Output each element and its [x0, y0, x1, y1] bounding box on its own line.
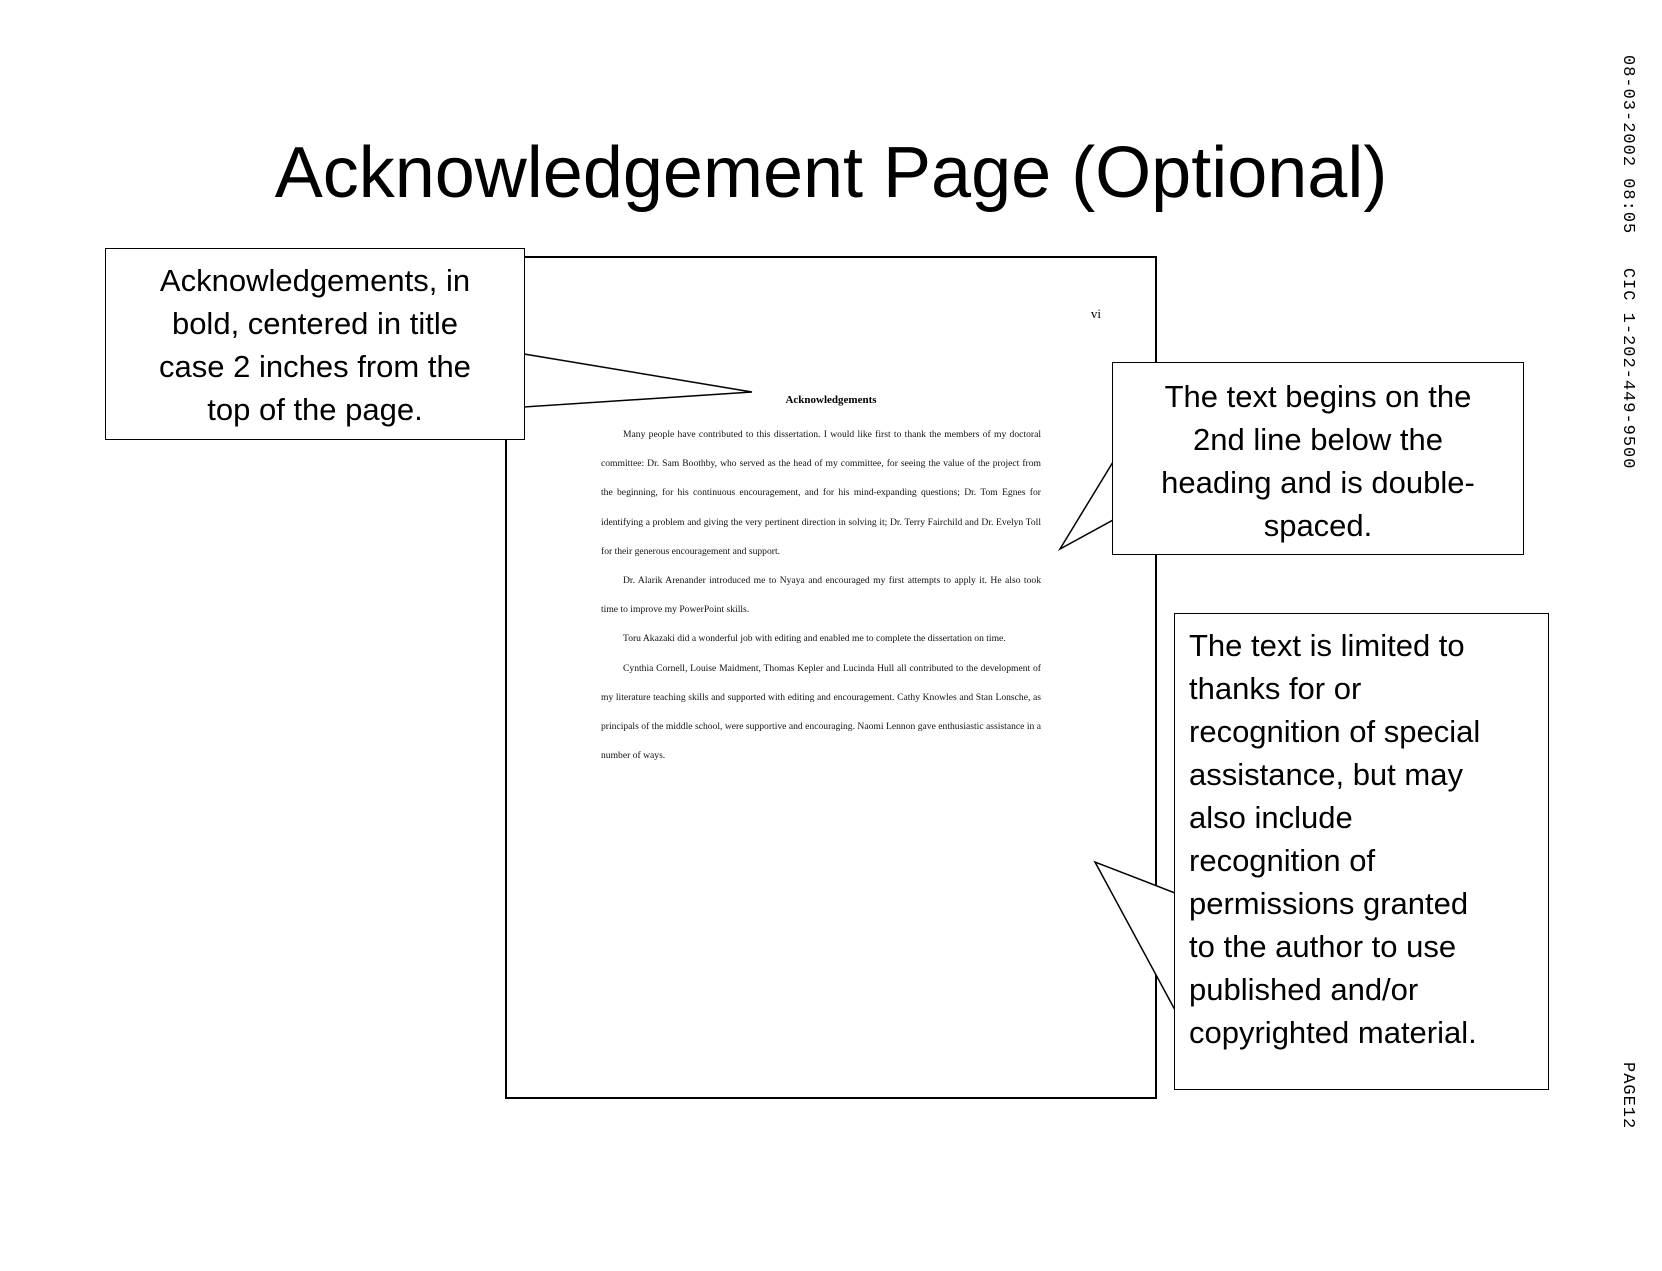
- callout-line: published and/or: [1189, 972, 1419, 1007]
- document-paragraph: Cynthia Cornell, Louise Maidment, Thomas Kepler and Lucinda Hull all contributed to the development of my literature teaching skills and supported with editing and encouragement. Cathy Knowles and Stan Lonsche, as principals of the middle school, were supportive and encouraging. Naomi Lennon gave enthusiastic assistance in a number of ways.: [601, 662, 1041, 762]
- callout-line: recognition of special: [1189, 714, 1481, 749]
- callout-line: spaced.: [1263, 508, 1373, 543]
- document-paragraph: Many people have contributed to this dissertation. I would like first to thank the members of my doctoral committee: Dr. Sam Boothby, who served as the head of my committee, for seeing the value of the project from the beginning, for his continuous encouragement, and for his mind-expanding questions; Dr. Tom Egnes for identifying a problem and giving the very pertinent direction in solving it; Dr. Terry Fairchild and Dr. Evelyn Toll for their generous encouragement and support.: [601, 429, 1041, 557]
- callout-line: top of the page.: [207, 392, 423, 427]
- document-page-number: vi: [1090, 306, 1101, 321]
- document-paragraph: Dr. Alarik Arenander introduced me to Nyaya and encouraged my first attempts to apply it. He also took time to improve my PowerPoint skills.: [601, 575, 1041, 616]
- callout-line: permissions granted: [1189, 886, 1469, 921]
- heading-format-callout: [105, 248, 525, 440]
- fax-page-label: PAGE12: [1618, 1062, 1637, 1130]
- document-paragraph: Toru Akazaki did a wonderful job with editing and enabled me to complete the dissertation on time.: [623, 633, 1006, 645]
- callout-line: 2nd line below the: [1193, 422, 1443, 457]
- callout-line: copyrighted material.: [1189, 1015, 1477, 1050]
- callout-line: case 2 inches from the: [159, 349, 471, 384]
- callout-line: The text begins on the: [1164, 379, 1472, 414]
- heading-callout-pointer: [524, 354, 752, 407]
- spacing-callout-pointer: [1060, 462, 1113, 549]
- callout-line: also include: [1189, 800, 1353, 835]
- callout-line: thanks for or: [1189, 671, 1362, 706]
- callout-line: to the author to use: [1189, 929, 1457, 964]
- callout-line: The text is limited to: [1189, 628, 1465, 663]
- callout-line: assistance, but may: [1189, 757, 1463, 792]
- fax-header: 08-03-2002 08:05 CIC 1-202-449-9500: [1618, 55, 1637, 470]
- spacing-format-callout: [1112, 362, 1524, 555]
- content-callout-pointer: [1095, 862, 1175, 1010]
- content-scope-callout: [1174, 613, 1549, 1090]
- slide-title: Acknowledgement Page (Optional): [274, 133, 1388, 213]
- callout-line: heading and is double-: [1161, 465, 1475, 500]
- document-heading: Acknowledgements: [785, 394, 877, 406]
- callout-line: recognition of: [1189, 843, 1376, 878]
- callout-line: bold, centered in title: [171, 306, 459, 341]
- callout-line: Acknowledgements, in: [159, 263, 471, 298]
